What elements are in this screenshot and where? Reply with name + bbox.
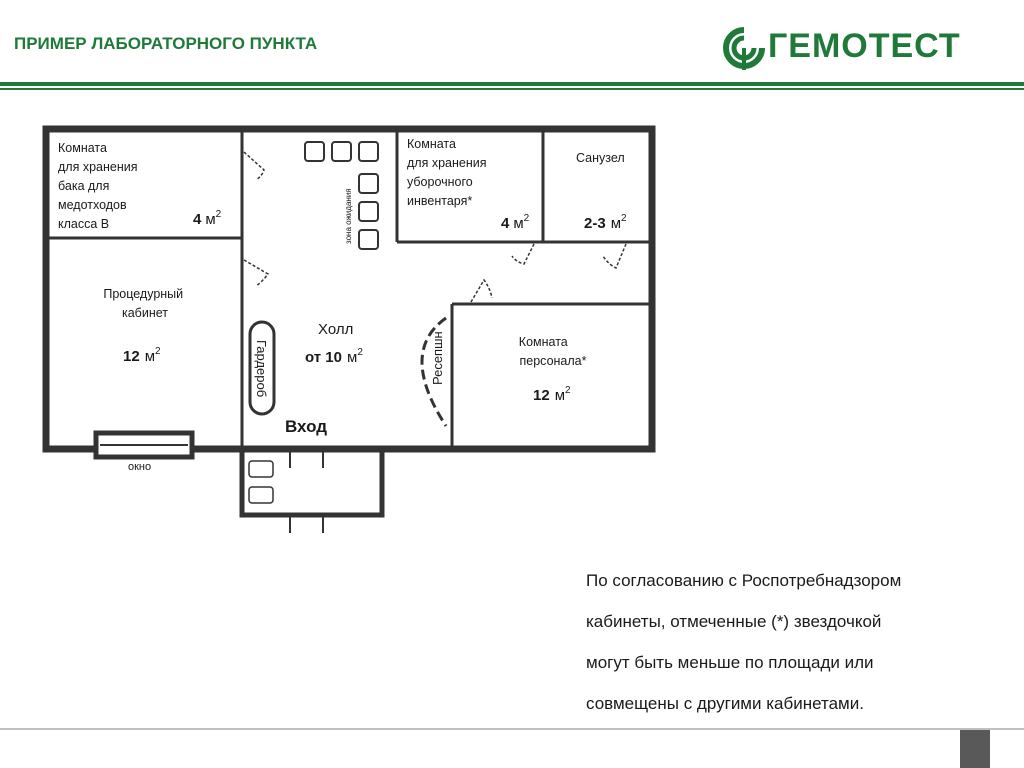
- chair: [359, 202, 378, 221]
- note-line: могут быть меньше по площади или: [586, 653, 874, 672]
- page-title: ПРИМЕР ЛАБОРАТОРНОГО ПУНКТА: [14, 34, 318, 53]
- waste-room-area: 4 $м^2$: [193, 209, 222, 228]
- staff-room-label: Комната персонала*: [518, 335, 587, 368]
- logo-text: ГЕМОТЕСТ: [768, 27, 961, 65]
- door-swing: [244, 260, 268, 286]
- cleaning-room-area: 4 $м^2$: [501, 213, 530, 232]
- door-swing: [244, 152, 264, 180]
- cleaning-room-label: Комната для хранения уборочного инвентаря*: [407, 137, 487, 208]
- note-line: совмещены с другими кабинетами.: [586, 694, 864, 713]
- reception-label: Ресепшн: [430, 331, 445, 385]
- footer-rule: [0, 728, 1024, 730]
- entrance-label: Вход: [285, 417, 328, 436]
- bench: [249, 461, 273, 477]
- bench: [249, 487, 273, 503]
- note-line: кабинеты, отмеченные (*) звездочкой: [586, 612, 882, 631]
- bathroom-area: 2-3 $м^2$: [584, 213, 627, 232]
- hall-area: от 10 $м^2$: [305, 347, 363, 366]
- door-swing: [603, 244, 626, 268]
- chair: [359, 142, 378, 161]
- waste-room-label: Комната для хранения бака для медотходов класса В: [58, 141, 138, 231]
- note-line: По согласованию с Роспотребнадзором: [586, 571, 902, 590]
- footer-block: [960, 730, 990, 768]
- staff-room-area: 12 $м^2$: [533, 385, 571, 404]
- chair: [359, 174, 378, 193]
- procedure-room-area: 12 $м^2$: [123, 346, 161, 365]
- door-swing: [512, 244, 534, 264]
- waiting-zone-label: зона ожидания: [344, 188, 353, 244]
- procedure-room-label: Процедурный кабинет: [103, 287, 184, 320]
- chair: [332, 142, 351, 161]
- hall-label: Холл: [318, 321, 354, 338]
- window-label: окно: [128, 461, 152, 473]
- chair: [359, 230, 378, 249]
- chair: [305, 142, 324, 161]
- door-swing: [471, 280, 492, 302]
- wardrobe-label: Гардероб: [254, 340, 269, 398]
- note: [586, 560, 1006, 724]
- bathroom-label: Санузел: [576, 151, 625, 165]
